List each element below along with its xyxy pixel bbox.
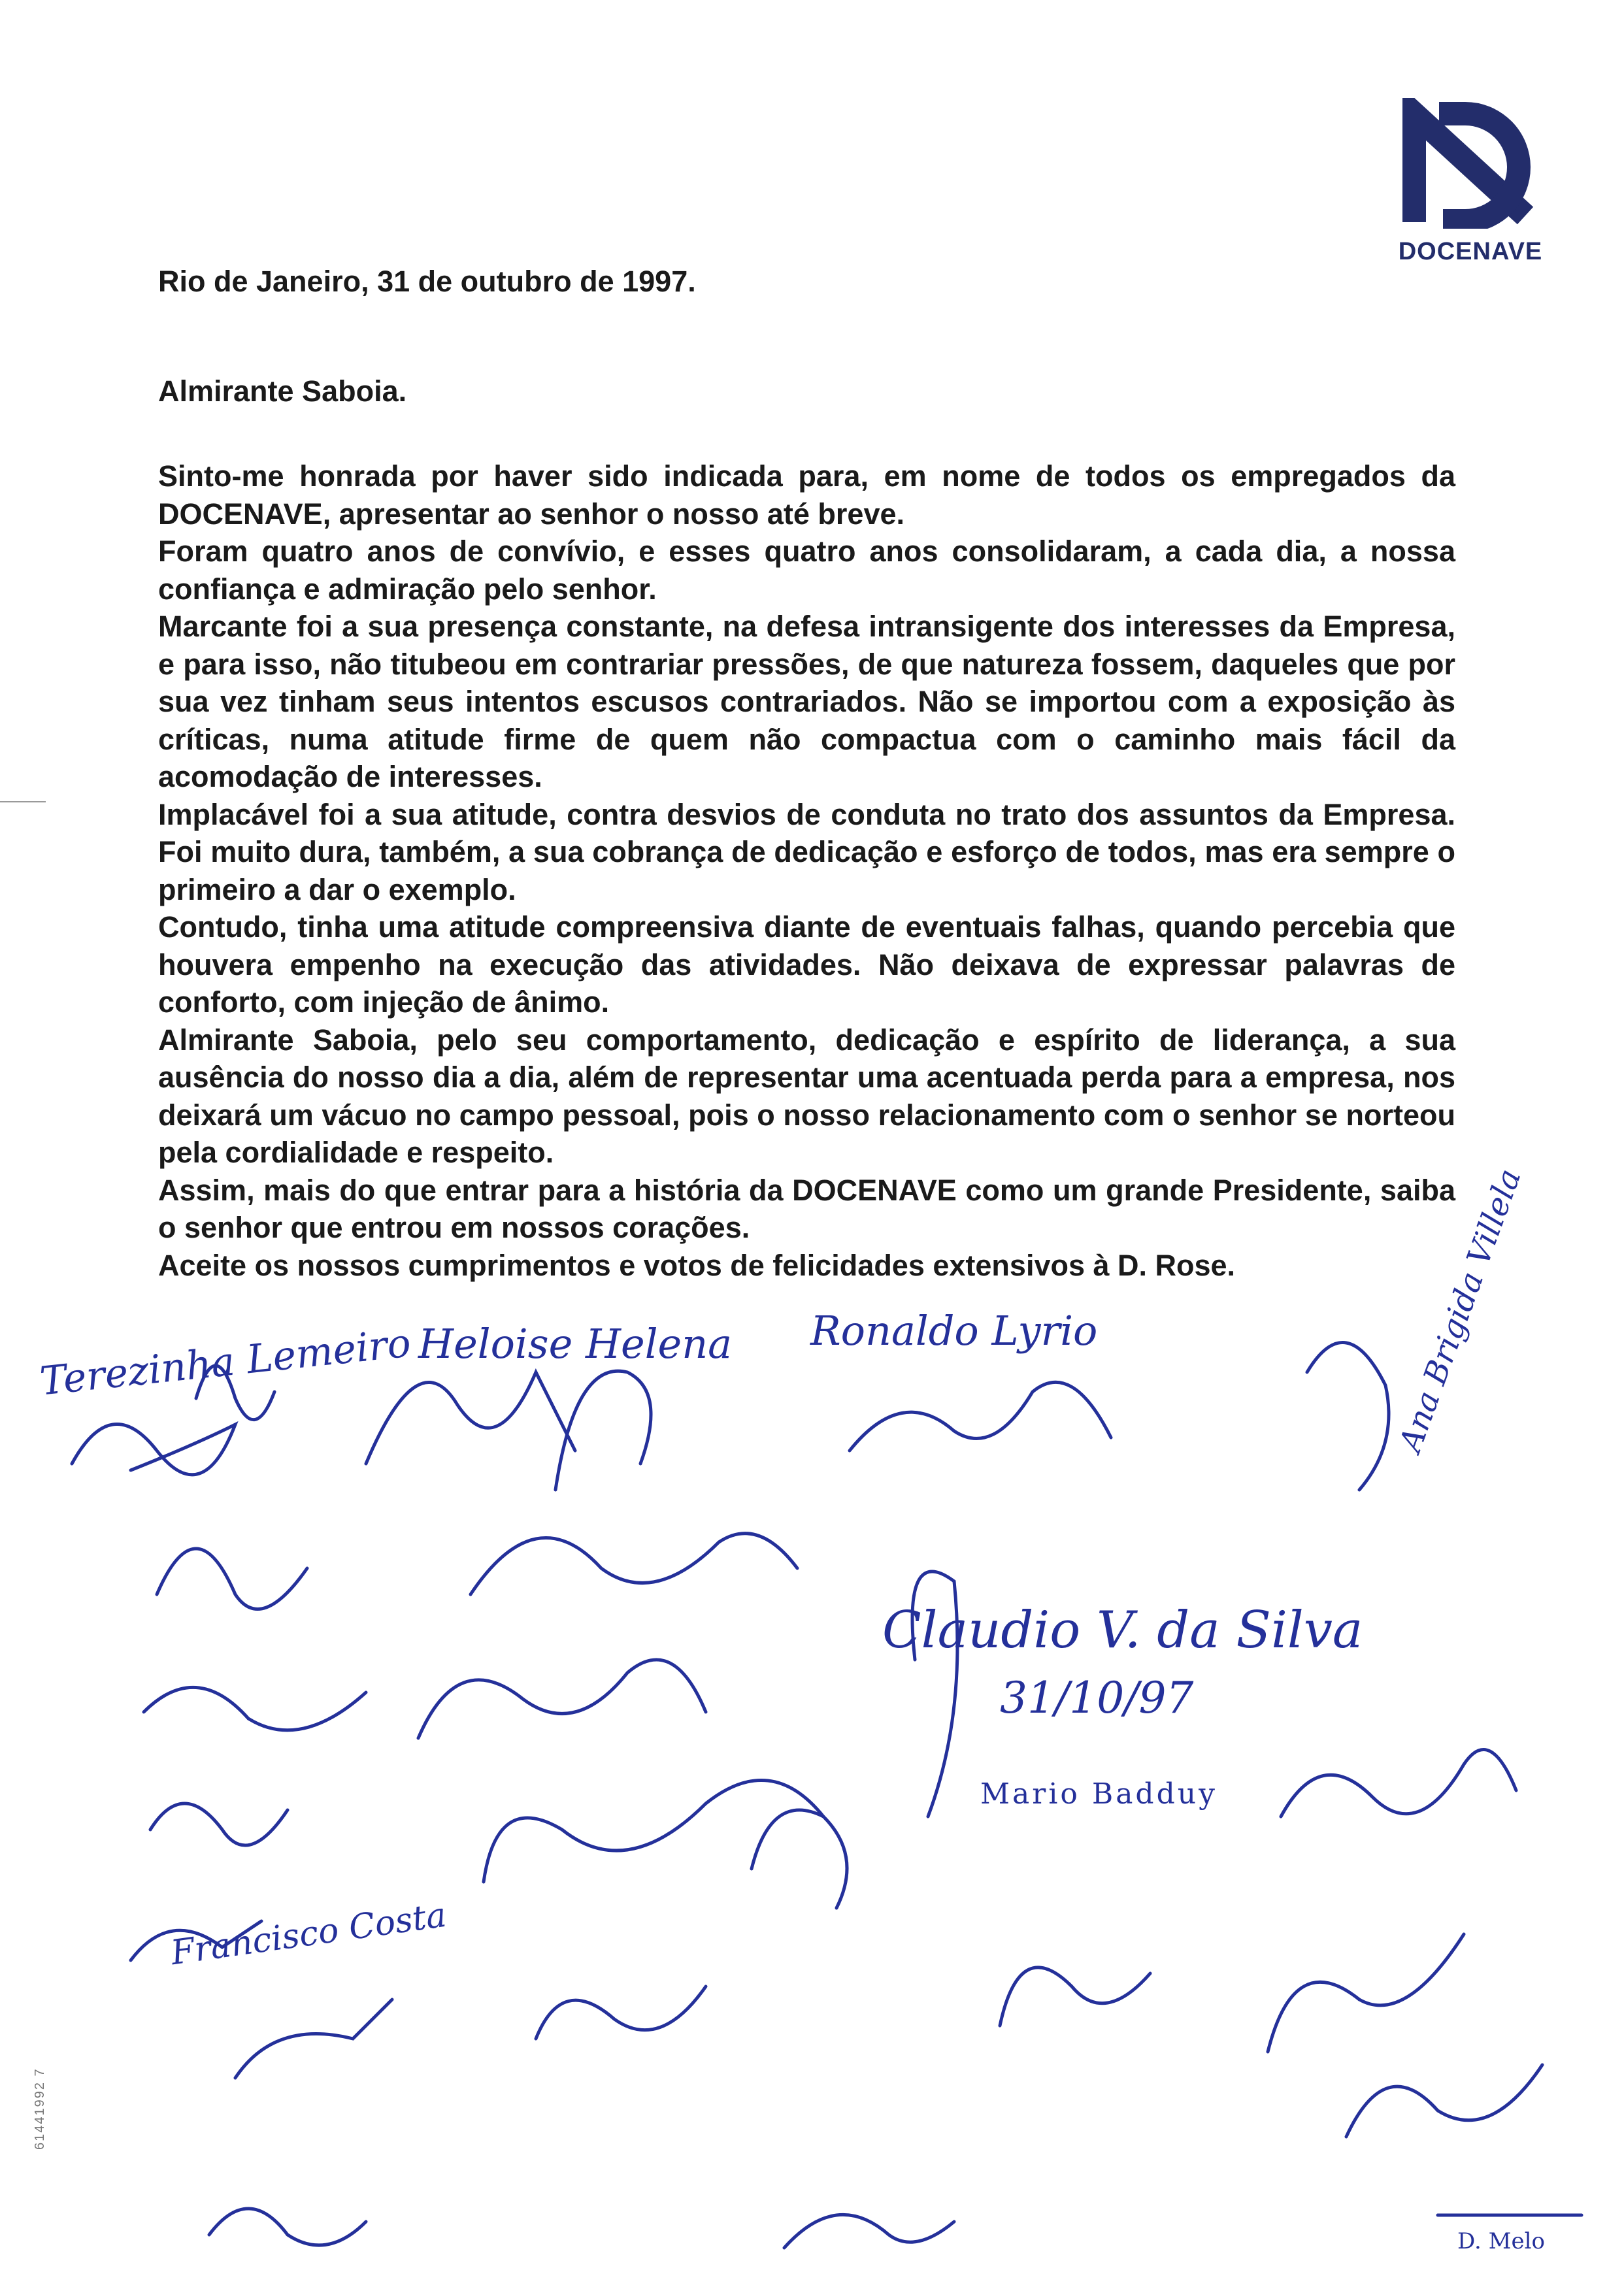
letter-date: Rio de Janeiro, 31 de outubro de 1997.	[158, 265, 696, 298]
letter-paragraph: Marcante foi a sua presença constante, na defesa intransigente dos interesses da Empresa, e para isso, não titubeou em contrariar pressões, de que natureza fossem, daqueles que por sua vez tinham seus intentos escusos contrariados. Não se importou com a exposição às críticas, numa atitude firme de quem não compactua com o caminho mais fácil da acomodação de interesses.	[158, 610, 1455, 793]
signature-name: Mario Badduy	[980, 1777, 1218, 1811]
signature-name: Terezinha Lemeiro	[37, 1320, 413, 1405]
letter-paragraph: Aceite os nossos cumprimentos e votos de felicidades extensivos à D. Rose.	[158, 1248, 1236, 1282]
letter-salutation: Almirante Saboia.	[158, 374, 407, 408]
letter-paragraph: Contudo, tinha uma atitude compreensiva diante de eventuais falhas, quando percebia que houvera empenho na execução das atividades. Não deixava de expressar palavras de conforto, com injeção de ânimo.	[158, 910, 1455, 1019]
signature-name: Ronaldo Lyrio	[810, 1307, 1098, 1355]
signature-date: 31/10/97	[1000, 1673, 1194, 1723]
letter-paragraph: Assim, mais do que entrar para a história da DOCENAVE como um grande Presidente, saiba o senhor que entrou em nossos corações.	[158, 1173, 1455, 1244]
letter-body	[158, 457, 1455, 1284]
signature-strokes	[0, 1294, 1624, 2272]
margin-mark	[0, 801, 46, 802]
docenave-logo	[1385, 98, 1555, 266]
signature-name: D. Melo	[1457, 2228, 1545, 2254]
letter-paragraph: Sinto-me honrada por haver sido indicada para, em nome de todos os empregados da DOCENAVE, apresentar ao senhor o nosso até breve.	[158, 459, 1455, 531]
signature-name: Heloise Helena	[418, 1320, 733, 1368]
docenave-logo-mark	[1400, 98, 1537, 229]
letter-paragraph: Implacável foi a sua atitude, contra desvios de conduta no trato dos assuntos da Empresa. Foi muito dura, também, a sua cobrança de dedicação e esforço de todos, mas era sempre o primeiro a dar o exemplo.	[158, 797, 1455, 906]
docenave-logo-text: DOCENAVE	[1398, 238, 1543, 265]
letter-paragraph: Almirante Saboia, pelo seu comportamento, dedicação e espírito de liderança, a sua ausência do nosso dia a dia, além de representar uma acentuada perda para a empresa, nos deixará um vácuo no campo pessoal, pois o nosso relacionamento com o senhor se norteou pela cordialidade e respeito.	[158, 1023, 1455, 1169]
signature-name: Ana Brigida Villela	[1392, 1164, 1529, 1457]
signature-name: Francisco Costa	[168, 1895, 449, 1973]
letter-paragraph: Foram quatro anos de convívio, e esses quatro anos consolidaram, a cada dia, a nossa confiança e admiração pelo senhor.	[158, 535, 1455, 606]
margin-code: 61441992 7	[33, 2067, 47, 2150]
signature-name: Claudio V. da Silva	[882, 1601, 1363, 1660]
